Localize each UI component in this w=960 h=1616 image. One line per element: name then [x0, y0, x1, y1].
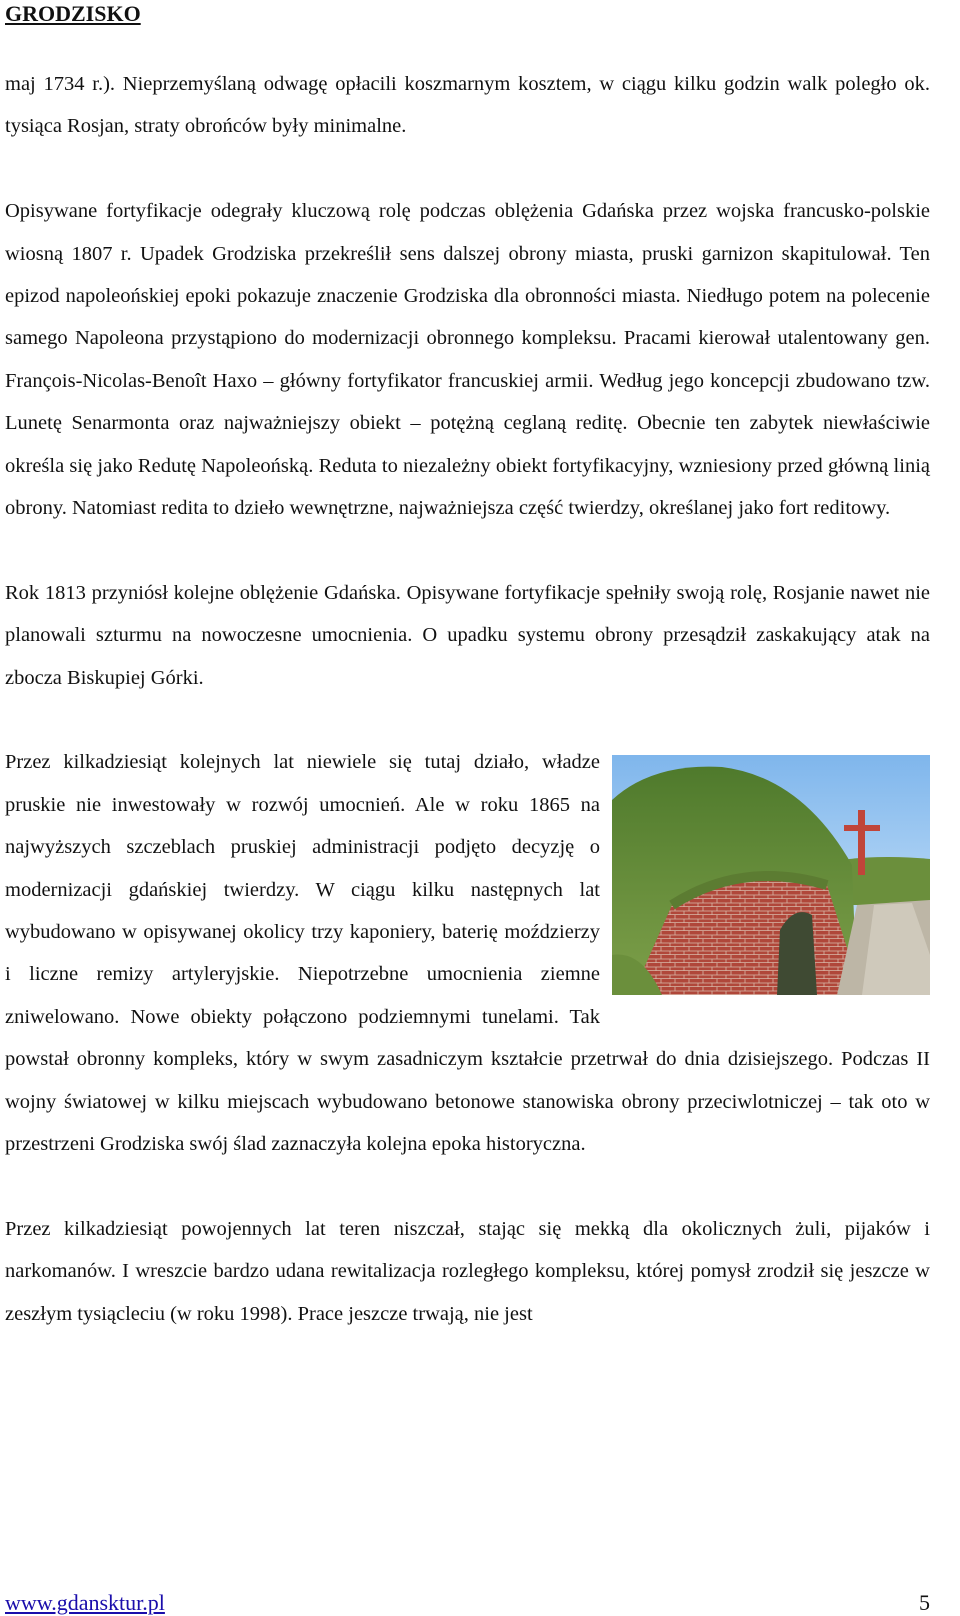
paragraph-2: Opisywane fortyfikacje odegrały kluczową rolę podczas oblężenia Gdańska przez wojska francusko-polskie wiosną 1807 r. Upadek Grodziska przekreślił sens dalszej obrony miasta, pruski garnizon skapitulował. Ten epizod napoleońskiej epoki pokazuje znaczenie Grodziska dla obronności miasta. Niedługo potem na polecenie samego Napoleona przystąpiono do modernizacji obronnego kompleksu. Pracami kierował utalentowany gen. François-Nicolas-Benoît Haxo – główny fortyfikator francuskiej armii. Według jego koncepcji zbudowano tzw. Lunetę Senarmonta oraz najważniejszy obiekt – potężną ceglaną reditę. Obecnie ten zabytek niewłaściwie określa się jako Redutę Napoleońską. Reduta to niezależny obiekt fortyfikacyjny, wzniesiony przed główną linią obrony. Natomiast redita to dzieło wewnętrzne, najważniejsza część twierdzy, określanej jako fort reditowy. — [5, 200, 930, 520]
paragraph-4-text: Przez kilkadziesiąt kolejnych lat niewiele się tutaj działo, władze pruskie nie inwestowały w rozwój umocnień. Ale w roku 1865 na najwyższych szczeblach pruskiej administracji podjęto decyzję o modernizacji gdańskiej twierdzy. W ciągu kilku następnych lat wybudowano w opisywanej okolicy trzy kaponiery, baterię moździerzy i liczne remizy artyleryjskie. Niepotrzebne umocnienia ziemne zniwelowano. Nowe obiekty połączono podziemnymi tunelami. Tak powstał obronny kompleks, który w swym zasadniczym kształcie przetrwał do dnia dzisiejszego. Podczas II wojny światowej w kilku miejscach wybudowano betonowe stanowiska obrony przeciwlotniczej – tak oto w przestrzeni Grodziska swój ślad zaznaczyła kolejna epoka historyczna. — [5, 751, 930, 1156]
page-header-title: GRODZISKO — [5, 1, 141, 26]
paragraph-5: Przez kilkadziesiąt powojennych lat teren niszczał, stając się mekką dla okolicznych żuli, pijaków i narkomanów. I wreszcie bardzo udana rewitalizacja rozległego kompleksu, której pomysł zrodził się jeszcze w zeszłym tysiącleciu (w roku 1998). Prace jeszcze trwają, nie jest — [5, 1217, 930, 1325]
footer-website-link[interactable]: www.gdansktur.pl — [5, 1590, 165, 1615]
article-body — [5, 63, 930, 1335]
paragraph-3: Rok 1813 przyniósł kolejne oblężenie Gdańska. Opisywane fortyfikacje spełniły swoją rolę, Rosjanie nawet nie planowali szturmu na nowoczesne umocnienia. O upadku systemu obrony przesądził zaskakujący atak na zbocza Biskupiej Górki. — [5, 581, 930, 689]
paragraph-1: maj 1734 r.). Nieprzemyślaną odwagę opłacili koszmarnym kosztem, w ciągu kilku godzin walk poległo ok. tysiąca Rosjan, straty obrońców były minimalne. — [5, 73, 930, 138]
paragraph-4 — [5, 741, 930, 1165]
fortification-photo — [612, 755, 930, 995]
page-number: 5 — [919, 1590, 930, 1615]
